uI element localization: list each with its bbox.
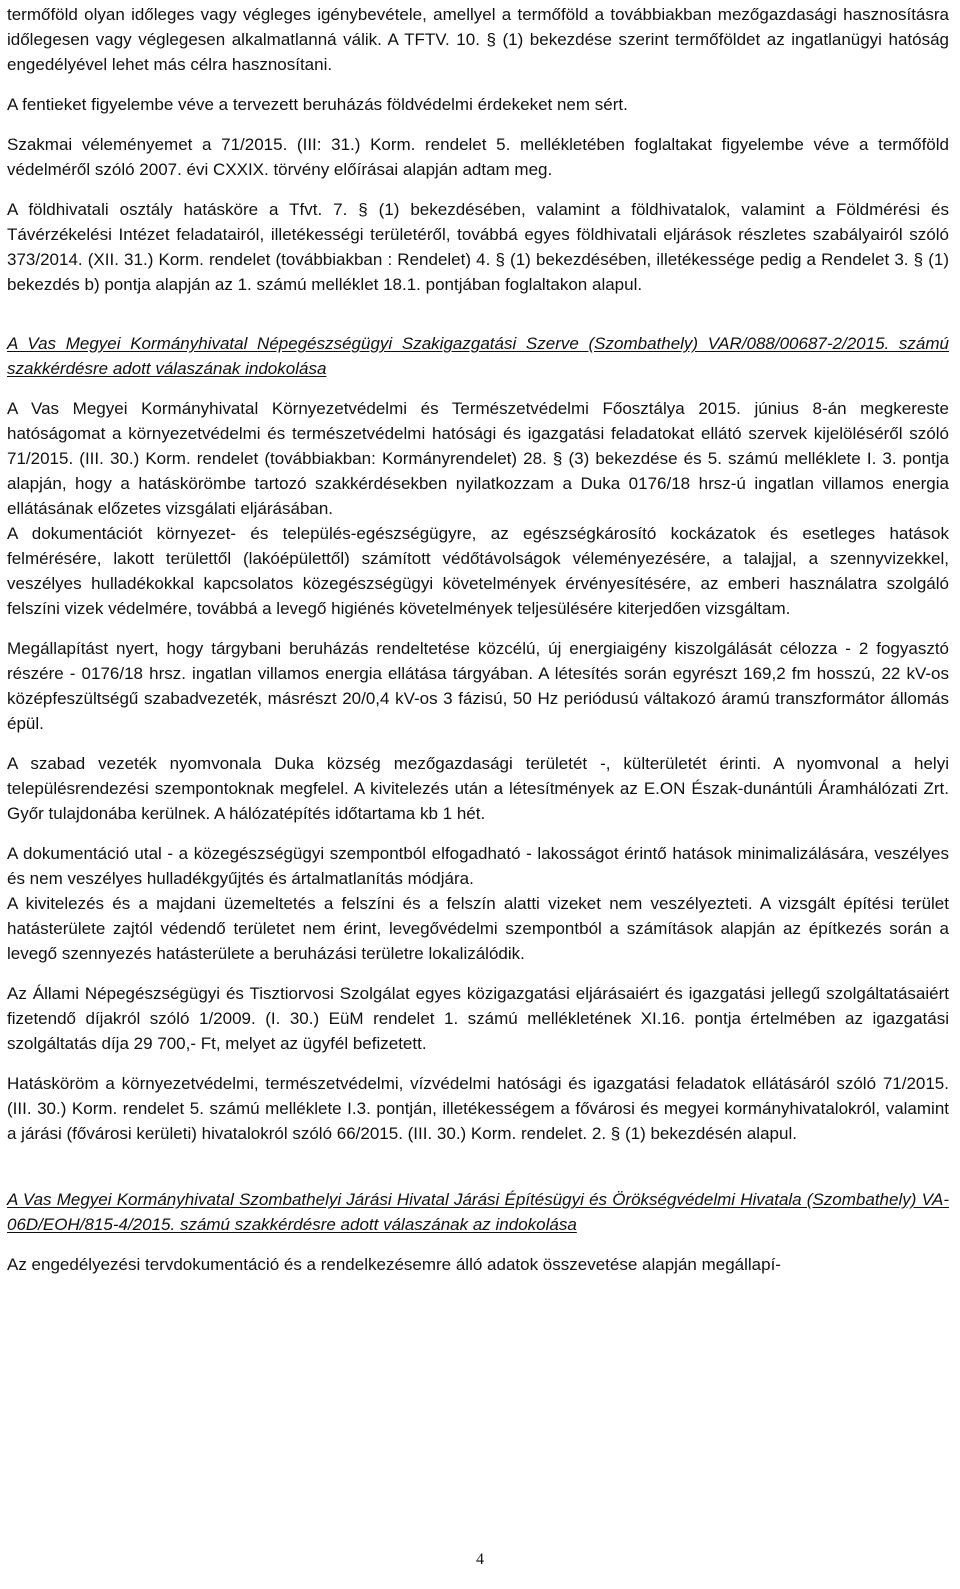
paragraph-igazgatasi-dij: Az Állami Népegészségügyi és Tisztiorvosi Szolgálat egyes közigazgatási eljárásaiért és igazgatási jellegű szolgáltatásaiért fizetendő díjakról szóló 1/2009. (I. 30.) EüM rendelet 1. számú mellékletének XI.16. pontja értelmében az igazgatási szolgáltatás díja 29 700,- Ft, melyet az ügyfél befizetett. [7,984,949,1053]
document-body [7,2,949,1277]
paragraph-kivitelezes-uzemeltetes: A kivitelezés és a majdani üzemeltetés a felszíni és a felszín alatti vizeket nem veszélyezteti. A vizsgált építési terület hatásterülete zajtól védendő területet nem érint, levegővédelmi szempontból a számítások alapján az építkezés során a levegő szennyezés hatásterülete a beruházási területre lokalizálódik. [7,894,949,963]
paragraph-megallapitas: Megállapítást nyert, hogy tárgybani beruházás rendeltetése közcélú, új energiaigény kiszolgálását célozza - 2 fogyasztó részére - 0176/18 hrsz. ingatlan villamos energia ellátása tárgyában. A létesítés során egyrészt 169,2 fm hosszú, 22 kV-os középfeszültségű szabadvezeték, másrészt 20/0,4 kV-os 3 fázisú, 50 Hz periódusú váltakozó áramú transzformátor állomás épül. [7,639,949,733]
page-number: 4 [476,1551,484,1568]
paragraph-megkereses: A Vas Megyei Kormányhivatal Környezetvédelmi és Természetvédelmi Főosztálya 2015. június 8-án megkereste hatóságomat a környezetvédelmi és természetvédelmi hatósági és igazgatási feladatokat ellátó szervek kijelöléséről szóló 71/2015. (III. 30.) Korm. rendelet (továbbiakban: Kormányrendelet) 28. § (3) bekezdése és 5. számú melléklete I. 3. pontja alapján, hogy a hatáskörömbe tartozó szakkérdésekben nyilatkozzam a Duka 0176/18 hrsz-ú ingatlan villamos energia ellátásának előzetes vizsgálati eljárásában. [7,399,949,518]
paragraph-dokumentacio-vizsgalat: A dokumentációt környezet- és település-egészségügyre, az egészségkárosító kockázatok és esetleges hatások felmérésére, lakott területtől (lakóépülettől) számított védőtávolságok véleményezésére, a talajjal, a szennyvizekkel, veszélyes hulladékokkal kapcsolatos közegészségügyi követelmények érvényesítésére, az emberi használatra szolgáló felszíni vizek védelmére, továbbá a levegő higiénés követelmények teljesülésére kiterjedően vizsgáltam. [7,524,949,618]
paragraph-foldhivatali-hataskor: A földhivatali osztály hatásköre a Tfvt. 7. § (1) bekezdésében, valamint a földhivatalok, valamint a Földmérési és Távérzékelési Intézet feladatairól, illetékességi területéről, továbbá egyes földhivatali eljárások részletes szabályairól szóló 373/2014. (XII. 31.) Korm. rendelet (továbbiakban : Rendelet) 4. § (1) bekezdésében, illetékessége pedig a Rendelet 3. § (1) bekezdés b) pontja alapján az 1. számú melléklet 18.1. pontjában foglaltakon alapul. [7,200,949,294]
paragraph-engedelyezesi-tervdokumentacio: Az engedélyezési tervdokumentáció és a rendelkezésemre álló adatok összevetése alapján megállapí- [7,1255,781,1274]
paragraph-termofold-definition: termőföld olyan időleges vagy végleges igénybevétele, amellyel a termőföld a továbbiakban mezőgazdasági hasznosításra időlegesen vagy véglegesen alkalmatlanná válik. A TFTV. 10. § (1) bekezdése szerint termőföldet az ingatlanügyi hatóság engedélyével lehet más célra hasznosítani. [7,5,949,74]
paragraph-szakmai-velemeny: Szakmai véleményemet a 71/2015. (III: 31.) Korm. rendelet 5. mellékletében foglaltakat figyelembe véve a termőföld védelméről szóló 2007. évi CXXIX. törvény előírásai alapján adtam meg. [7,135,949,179]
paragraph-foldvedelmi-conclusion: A fentieket figyelembe véve a tervezett beruházás földvédelmi érdekeket nem sért. [7,95,628,114]
paragraph-hatasok-minimalizalasa: A dokumentáció utal - a közegészségügyi szempontból elfogadható - lakosságot érintő hatások minimalizálására, veszélyes és nem veszélyes hulladékgyűjtés és ártalmatlanítás módjára. [7,844,949,888]
section-heading-nepegeszsegugyi: A Vas Megyei Kormányhivatal Népegészségügyi Szakigazgatási Szerve (Szombathely) VAR/088/00687-2/2015. számú szakkérdésre adott válaszának indokolása [7,334,949,378]
paragraph-hataskor-illetekesseg: Hatásköröm a környezetvédelmi, természetvédelmi, vízvédelmi hatósági és igazgatási feladatok ellátásáról szóló 71/2015. (III. 30.) Korm. rendelet 5. számú melléklete I.3. pontján, illetékességem a fővárosi és megyei kormányhivatalokról, valamint a járási (fővárosi kerületi) hivatalokról szóló 66/2015. (III. 30.) Korm. rendelet. 2. § (1) bekezdésén alapul. [7,1074,949,1143]
section-heading-epitesugyi: A Vas Megyei Kormányhivatal Szombathelyi Járási Hivatal Járási Építésügyi és Örökségvédelmi Hivatala (Szombathely) VA-06D/EOH/815-4/2015. számú szakkérdésre adott válaszának az indokolása [7,1190,949,1234]
paragraph-nyomvonal: A szabad vezeték nyomvonala Duka község mezőgazdasági területét -, külterületét érinti. A nyomvonal a helyi településrendezési szempontoknak megfelel. A kivitelezés után a létesítmények az E.ON Észak-dunántúli Áramhálózati Zrt. Győr tulajdonába kerülnek. A hálózatépítés időtartama kb 1 hét. [7,754,949,823]
